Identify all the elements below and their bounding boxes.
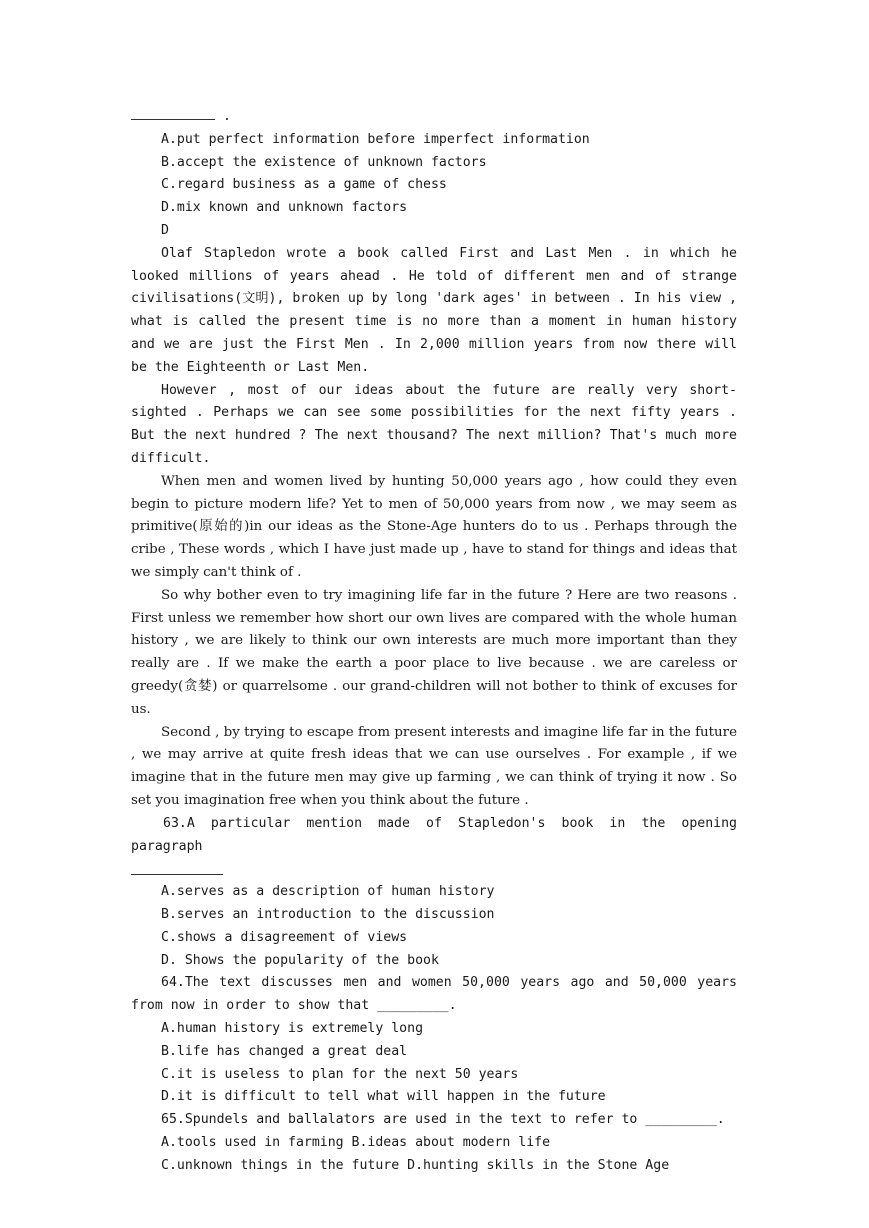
answer-key: D [161,222,169,238]
passage-paragraph-2: However , most of our ideas about the future are really very short-sighted . Perhaps we can see some possibilities for the next fifty years . But the next hundred ? The next thousand? The next million? That's much more difficult. [131,382,737,466]
option-a: A.put perfect information before imperfect information [161,131,590,147]
question-64-stem: 64.The text discusses men and women 50,000 years ago and 50,000 years from now in order to show that _________. [131,975,737,1014]
q63-option-d: D. Shows the popularity of the book [161,952,439,968]
previous-question-tail: . [131,106,737,129]
question-65-stem: 65.Spundels and ballalators are used in the text to refer to _________. [161,1112,725,1128]
q63-option-b: B.serves an introduction to the discussion [161,907,495,923]
q63-option-c: C.shows a disagreement of views [161,929,408,945]
q64-option-c: C.it is useless to plan for the next 50 years [161,1066,519,1082]
document-page [131,106,737,1178]
passage-paragraph-5: Second , by trying to escape from present interests and imagine life far in the future , we may arrive at quite fresh ideas that we can use ourselves . For example , if we imagine that in the future men may give up farming , we can think of trying it now . So set you imagination free when you think about the future . [131,724,737,808]
option-c: C.regard business as a game of chess [161,177,447,193]
option-b: B.accept the existence of unknown factors [161,154,487,170]
q64-option-d: D.it is difficult to tell what will happen in the future [161,1089,606,1105]
passage-paragraph-3: When men and women lived by hunting 50,000 years ago , how could they even begin to picture modern life? Yet to men of 50,000 years from now , we may seem as primitive(原始的)in our ideas as the Stone-Age hunters do to us . Perhaps through the cribe , These words , which I have just made up , have to stand for things and ideas that we simply can't think of . [131,473,737,580]
question-63-blank [131,858,223,875]
q64-option-a: A.human history is extremely long [161,1021,424,1037]
option-d: D.mix known and unknown factors [161,200,408,216]
q65-options-ab: A.tools used in farming B.ideas about modern life [161,1135,551,1151]
passage-paragraph-4: So why bother even to try imagining life far in the future ? Here are two reasons . First unless we remember how short our own lives are compared with the whole human history , we are likely to think our own interests are much more important than they really are . If we make the earth a poor place to live because . we are careless or greedy(贪婪) or quarrelsome . our grand-children will not bother to think of excuses for us. [131,587,737,717]
passage-paragraph-1: Olaf Stapledon wrote a book called First and Last Men . in which he looked millions of years ahead . He told of different men and of strange civilisations(文明), broken up by long 'dark ages' in between . In his view , what is called the present time is no more than a moment in human history and we are just the First Men . In 2,000 million years from now there will be the Eighteenth or Last Men. [131,245,737,375]
q64-option-b: B.life has changed a great deal [161,1043,408,1059]
question-63-stem: 63.A particular mention made of Stapledon's book in the opening paragraph [131,815,737,854]
q65-options-cd: C.unknown things in the future D.hunting skills in the Stone Age [161,1157,670,1173]
answer-blank [131,107,215,120]
q63-option-a: A.serves as a description of human history [161,884,495,900]
